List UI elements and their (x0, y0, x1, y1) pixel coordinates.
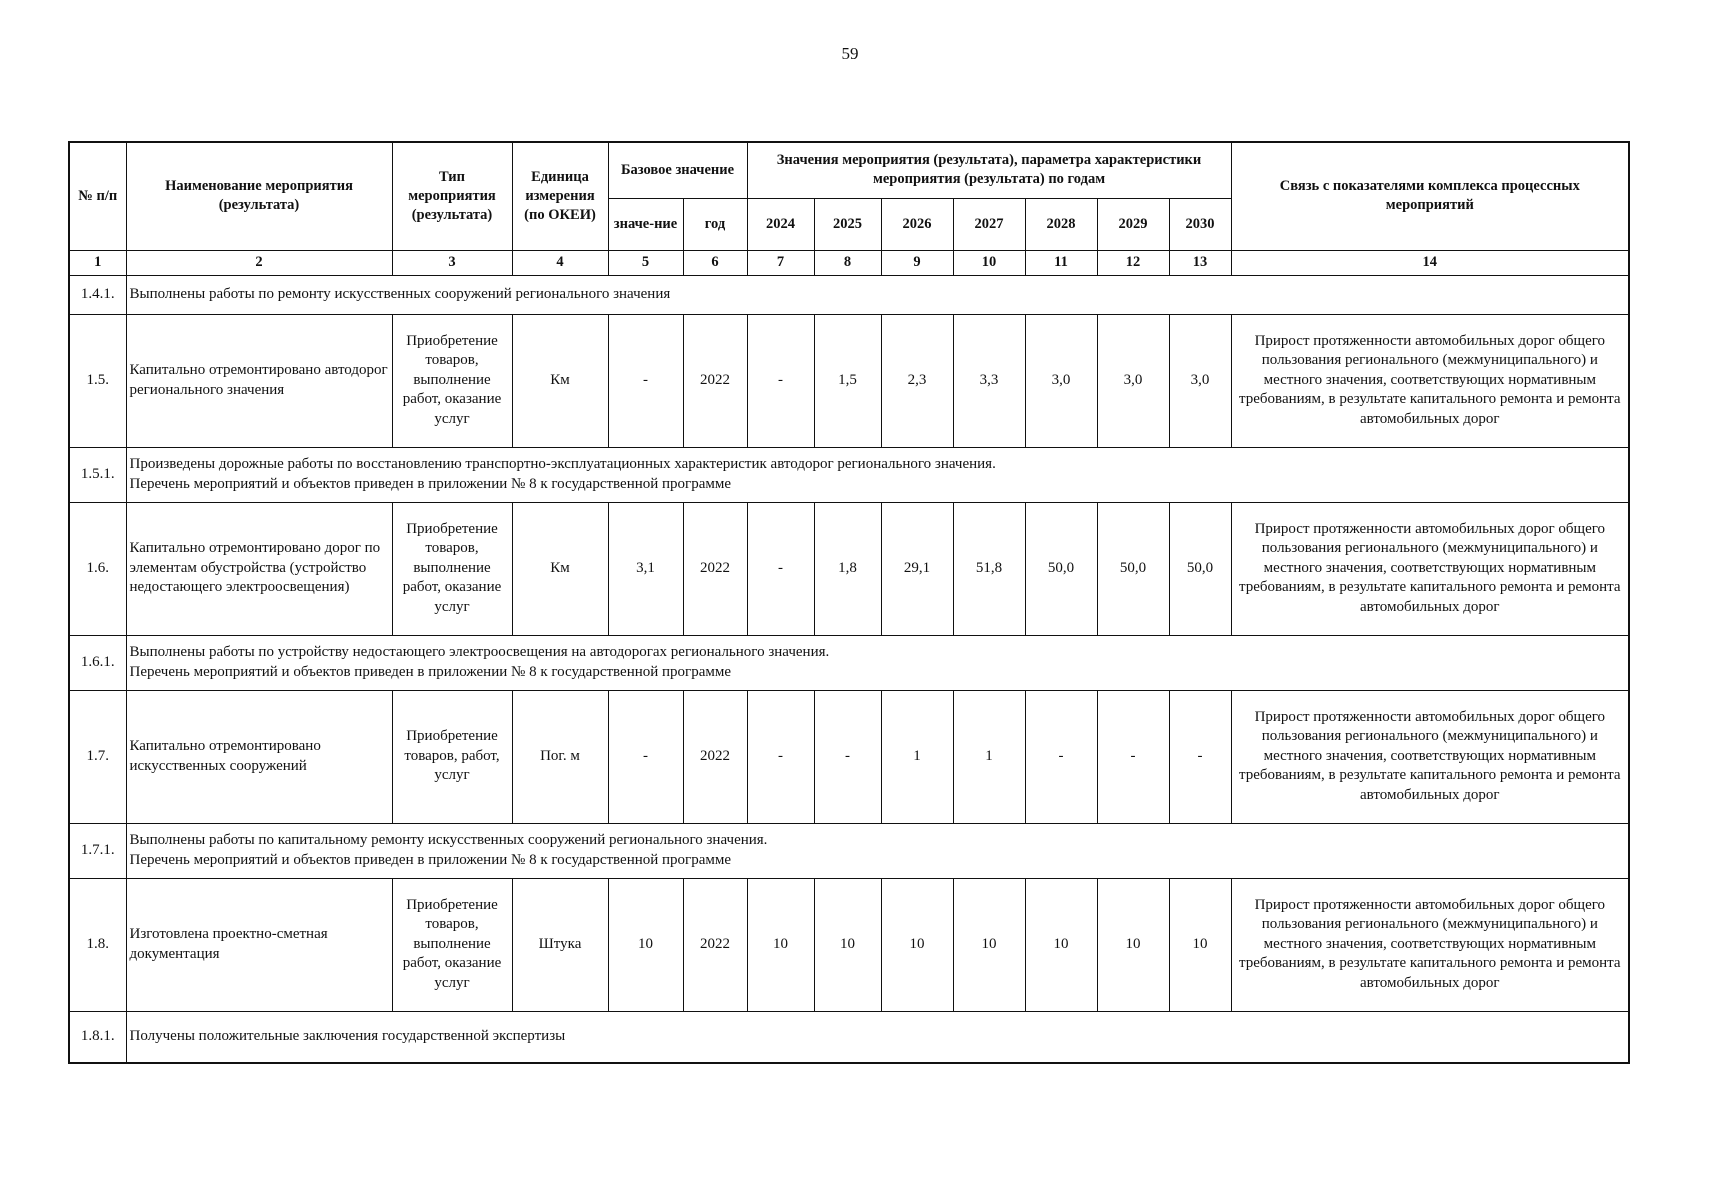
column-number: 3 (392, 250, 512, 275)
header-base: Базовое значение (608, 142, 747, 198)
value-2025: 1,5 (814, 314, 881, 447)
row-number: 1.6.1. (69, 635, 126, 690)
value-2025: 1,8 (814, 502, 881, 635)
row-number: 1.8.1. (69, 1011, 126, 1063)
row-description: Выполнены работы по ремонту искусственных сооружений регионального значения (126, 275, 1629, 314)
row-number: 1.6. (69, 502, 126, 635)
measure-name: Изготовлена проектно-сметная документация (126, 878, 392, 1011)
base-year: 2022 (683, 502, 747, 635)
value-2026: 2,3 (881, 314, 953, 447)
table-row (69, 823, 1629, 878)
value-2026: 10 (881, 878, 953, 1011)
header-year: 2026 (881, 198, 953, 250)
description-line: Выполнены работы по устройству недостающего электроосвещения на автодорогах регионального значения. (129, 644, 830, 660)
value-2026: 1 (881, 690, 953, 823)
row-description (126, 823, 1629, 878)
page-number: 59 (841, 44, 859, 63)
value-2029: 10 (1097, 878, 1169, 1011)
column-number: 7 (747, 250, 814, 275)
value-2029: 50,0 (1097, 502, 1169, 635)
column-number: 10 (953, 250, 1025, 275)
description-line: Перечень мероприятий и объектов приведен в приложении № 8 к государственной программе (129, 475, 732, 492)
measures-table (68, 141, 1630, 1064)
table-row (69, 635, 1629, 690)
header-unit: Единица измерения (по ОКЕИ) (512, 142, 608, 250)
header-year: 2028 (1025, 198, 1097, 250)
row-description: Получены положительные заключения государственной экспертизы (126, 1011, 1629, 1063)
column-number-row (69, 250, 1629, 275)
value-2028: - (1025, 690, 1097, 823)
header-year: 2024 (747, 198, 814, 250)
measure-unit: Пог. м (512, 690, 608, 823)
header-name: Наименование мероприятия (результата) (126, 142, 392, 250)
header-base-value: значе-ние (608, 198, 683, 250)
table-row (69, 275, 1629, 314)
row-description (126, 447, 1629, 502)
value-2028: 50,0 (1025, 502, 1097, 635)
row-description (126, 635, 1629, 690)
value-2030: 50,0 (1169, 502, 1231, 635)
base-value: - (608, 314, 683, 447)
base-year: 2022 (683, 690, 747, 823)
header-year: 2029 (1097, 198, 1169, 250)
indicator-link: Прирост протяженности автомобильных дорог общего пользования регионального (межмуниципального) и местного значения, соответствующих нормативным требованиям, в результате капитального ремонта и ремонта автомобильных дорог (1231, 314, 1629, 447)
column-number: 13 (1169, 250, 1231, 275)
column-number: 2 (126, 250, 392, 275)
value-2027: 3,3 (953, 314, 1025, 447)
row-number: 1.8. (69, 878, 126, 1011)
header-num: № п/п (69, 142, 126, 250)
measure-name: Капитально отремонтировано дорог по элементам обустройства (устройство недостающего электроосвещения) (126, 502, 392, 635)
column-number: 4 (512, 250, 608, 275)
measure-type: Приобретение товаров, работ, услуг (392, 690, 512, 823)
table-row (69, 314, 1629, 447)
header-base-year: год (683, 198, 747, 250)
table-row (69, 878, 1629, 1011)
value-2025: 10 (814, 878, 881, 1011)
measure-name: Капитально отремонтировано автодорог регионального значения (126, 314, 392, 447)
description-line: Перечень мероприятий и объектов приведен в приложении № 8 к государственной программе (129, 851, 732, 868)
value-2026: 29,1 (881, 502, 953, 635)
base-year: 2022 (683, 314, 747, 447)
base-value: 3,1 (608, 502, 683, 635)
row-number: 1.7. (69, 690, 126, 823)
value-2028: 10 (1025, 878, 1097, 1011)
value-2029: - (1097, 690, 1169, 823)
column-number: 12 (1097, 250, 1169, 275)
table-row (69, 447, 1629, 502)
value-2030: - (1169, 690, 1231, 823)
value-2024: - (747, 690, 814, 823)
header-row-top (69, 142, 1629, 198)
value-2027: 10 (953, 878, 1025, 1011)
description-line: Перечень мероприятий и объектов приведен в приложении № 8 к государственной программе (129, 663, 732, 680)
row-number: 1.5. (69, 314, 126, 447)
value-2030: 10 (1169, 878, 1231, 1011)
table-row (69, 690, 1629, 823)
measure-type: Приобретение товаров, выполнение работ, оказание услуг (392, 878, 512, 1011)
header-values: Значения мероприятия (результата), параметра характеристики мероприятия (результата) по годам (747, 142, 1231, 198)
column-number: 5 (608, 250, 683, 275)
indicator-link: Прирост протяженности автомобильных дорог общего пользования регионального (межмуниципального) и местного значения, соответствующих нормативным требованиям, в результате капитального ремонта и ремонта автомобильных дорог (1231, 502, 1629, 635)
header-year: 2025 (814, 198, 881, 250)
header-type: Тип мероприятия (результата) (392, 142, 512, 250)
value-2024: 10 (747, 878, 814, 1011)
column-number: 11 (1025, 250, 1097, 275)
column-number: 6 (683, 250, 747, 275)
base-value: 10 (608, 878, 683, 1011)
table-row (69, 1011, 1629, 1063)
column-number: 8 (814, 250, 881, 275)
value-2030: 3,0 (1169, 314, 1231, 447)
row-number: 1.7.1. (69, 823, 126, 878)
measure-unit: Км (512, 314, 608, 447)
measure-name: Капитально отремонтировано искусственных сооружений (126, 690, 392, 823)
description-line: Произведены дорожные работы по восстановлению транспортно-эксплуатационных характеристик автодорог регионального значения. (129, 456, 996, 472)
description-line: Выполнены работы по капитальному ремонту искусственных сооружений регионального значения. (129, 832, 768, 848)
column-number: 9 (881, 250, 953, 275)
measure-type: Приобретение товаров, выполнение работ, оказание услуг (392, 502, 512, 635)
row-number: 1.5.1. (69, 447, 126, 502)
value-2024: - (747, 502, 814, 635)
measure-unit: Км (512, 502, 608, 635)
row-number: 1.4.1. (69, 275, 126, 314)
base-year: 2022 (683, 878, 747, 1011)
value-2029: 3,0 (1097, 314, 1169, 447)
value-2028: 3,0 (1025, 314, 1097, 447)
value-2027: 51,8 (953, 502, 1025, 635)
column-number: 1 (69, 250, 126, 275)
base-value: - (608, 690, 683, 823)
table-row (69, 502, 1629, 635)
header-year: 2030 (1169, 198, 1231, 250)
value-2024: - (747, 314, 814, 447)
header-year: 2027 (953, 198, 1025, 250)
measure-unit: Штука (512, 878, 608, 1011)
header-link: Связь с показателями комплекса процессных мероприятий (1231, 142, 1629, 250)
measure-type: Приобретение товаров, выполнение работ, оказание услуг (392, 314, 512, 447)
value-2027: 1 (953, 690, 1025, 823)
column-number: 14 (1231, 250, 1629, 275)
value-2025: - (814, 690, 881, 823)
indicator-link: Прирост протяженности автомобильных дорог общего пользования регионального (межмуниципального) и местного значения, соответствующих нормативным требованиям, в результате капитального ремонта и ремонта автомобильных дорог (1231, 690, 1629, 823)
indicator-link: Прирост протяженности автомобильных дорог общего пользования регионального (межмуниципального) и местного значения, соответствующих нормативным требованиям, в результате капитального ремонта и ремонта автомобильных дорог (1231, 878, 1629, 1011)
